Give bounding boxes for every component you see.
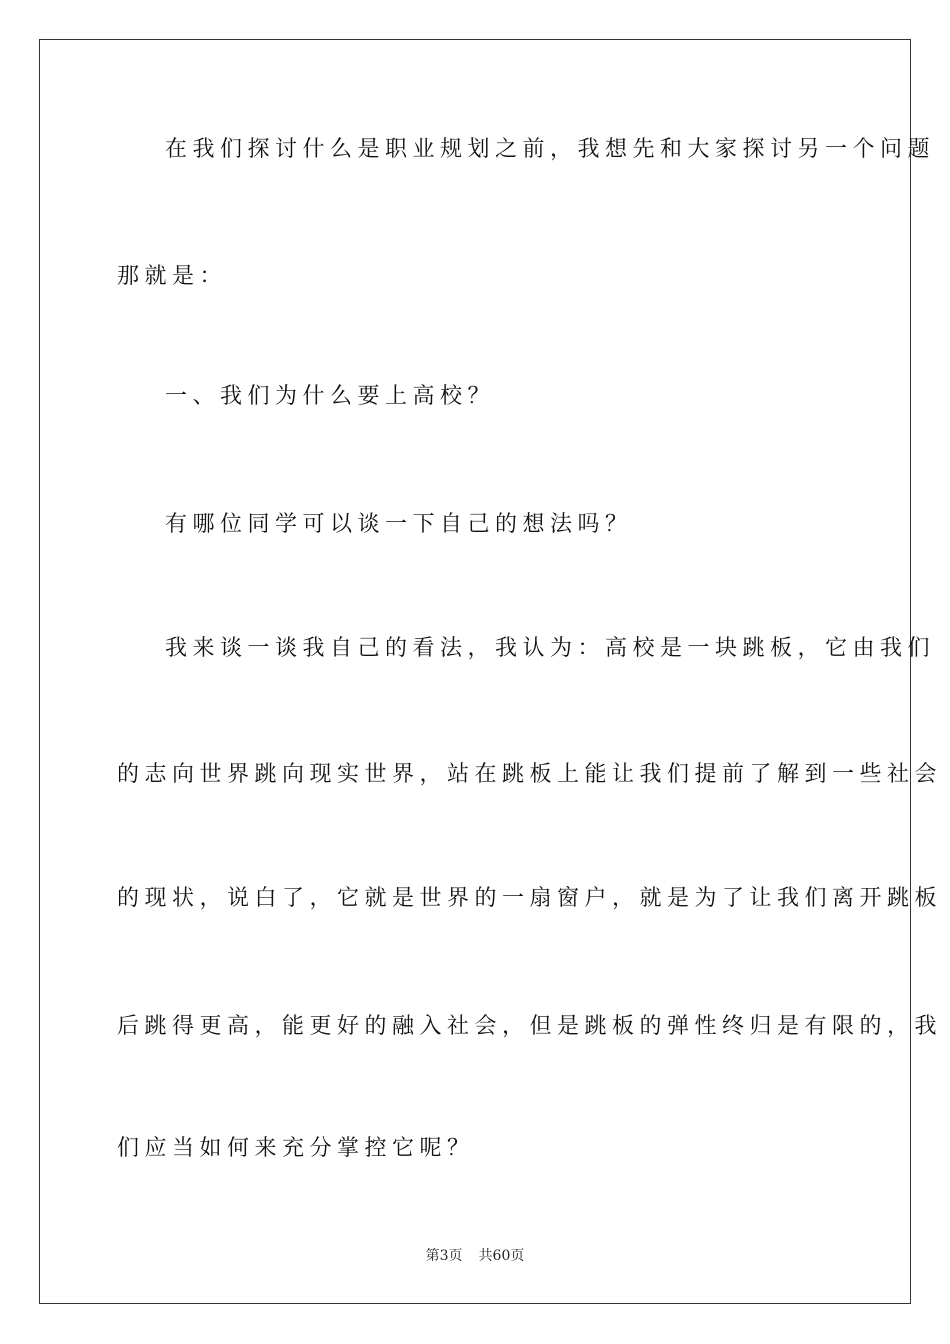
page-total: 共60页 [478, 1248, 525, 1264]
page-border [39, 39, 943, 1304]
paragraph-line: 的现状，说白了，它就是世界的一扇窗户，就是为了让我们离开跳板 [117, 886, 943, 911]
paragraph-line: 后跳得更高，能更好的融入社会，但是跳板的弹性终归是有限的，我 [117, 1014, 943, 1039]
section-heading: 一、我们为什么要上高校？ [165, 384, 496, 409]
page-footer [0, 1247, 950, 1265]
paragraph-line: 有哪位同学可以谈一下自己的想法吗？ [165, 512, 633, 537]
paragraph-line: 在我们探讨什么是职业规划之前，我想先和大家探讨另一个问题 [165, 137, 936, 162]
paragraph-line: 的志向世界跳向现实世界，站在跳板上能让我们提前了解到一些社会 [117, 762, 943, 787]
paragraph-line: 那就是： [117, 264, 228, 289]
page-number: 第3页 [425, 1248, 463, 1264]
paragraph-line: 我来谈一谈我自己的看法，我认为：高校是一块跳板，它由我们 [165, 636, 936, 661]
paragraph-line: 们应当如何来充分掌控它呢？ [117, 1136, 475, 1161]
